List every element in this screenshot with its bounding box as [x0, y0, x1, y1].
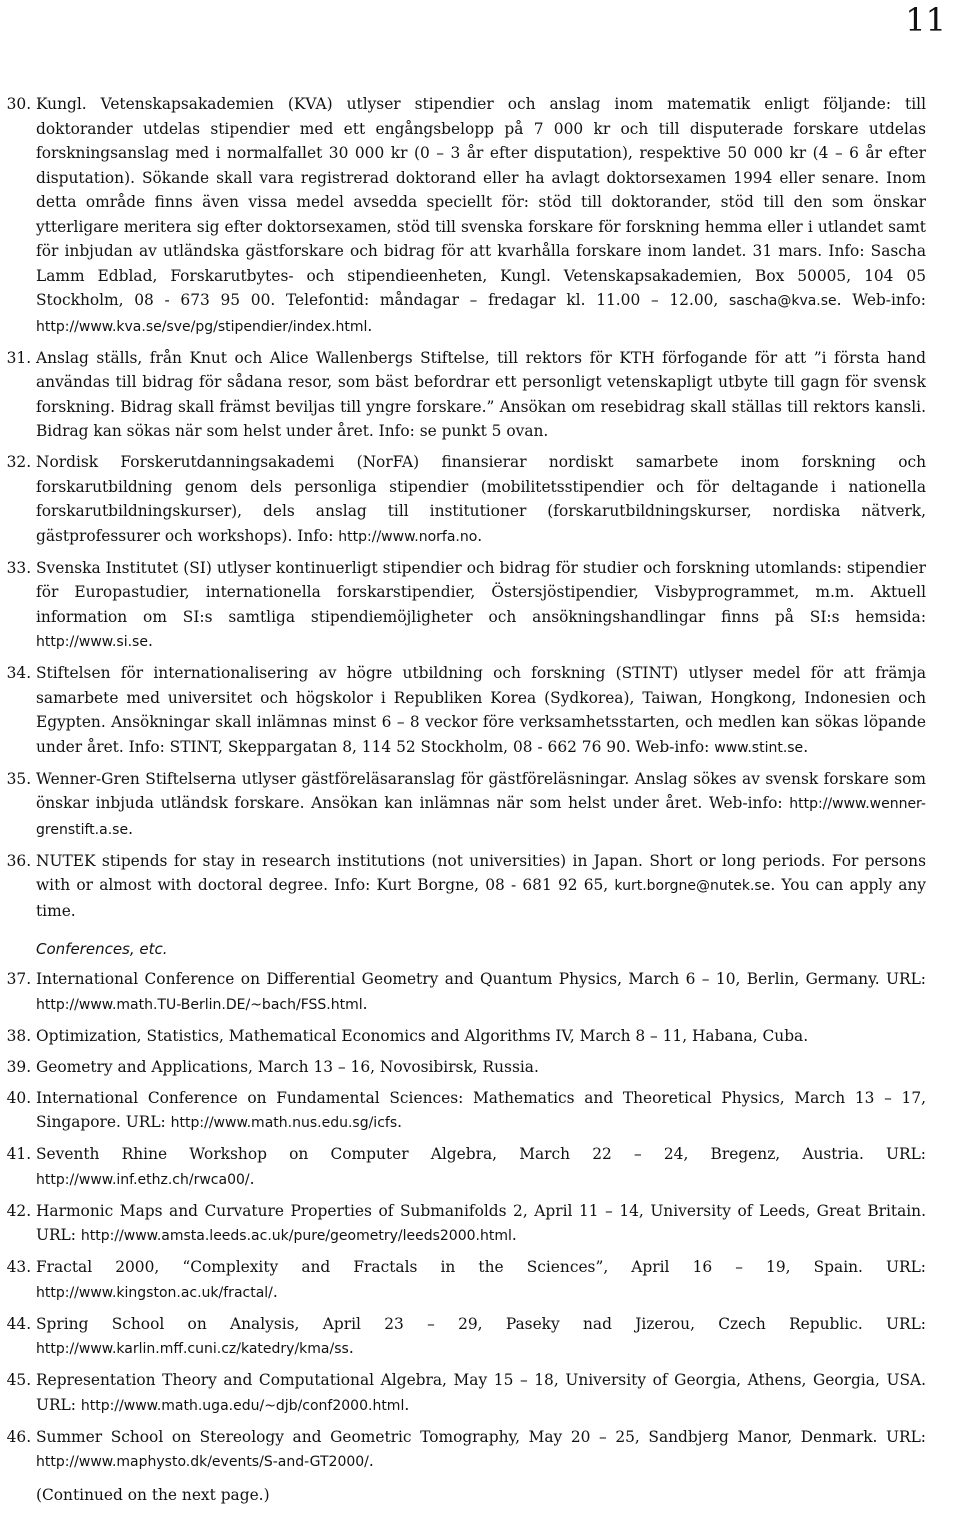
list-item	[0, 1086, 960, 1136]
item-text: Spring School on Analysis, April 23 – 29, Paseky nad Jizerou, Czech Republic. URL: http://www.karlin.mff.cuni.cz/katedry/kma/ss.	[36, 1314, 926, 1357]
list-item	[0, 767, 960, 843]
web-link[interactable]: http://www.si.se	[36, 634, 148, 650]
item-text: Geometry and Applications, March 13 – 16, Novosibirsk, Russia.	[36, 1057, 539, 1076]
email-link[interactable]: kurt.borgne@nutek.se	[614, 878, 771, 894]
web-link[interactable]: http://www.wenner-grenstift.a.se	[36, 796, 926, 838]
web-link[interactable]: http://www.kva.se/sve/pg/stipendier/index.html	[36, 318, 368, 335]
item-text: Summer School on Stereology and Geometric Tomography, May 20 – 25, Sandbjerg Manor, Denmark. URL: http://www.maphysto.dk/events/S-and-GT2000/.	[36, 1427, 926, 1470]
list-item	[0, 661, 960, 760]
item-text: Svenska Institutet (SI) utlyser kontinuerligt stipendier och bidrag för studier och forskning utomlands: stipendier för Europastudier, internationella forskarstipendier, Östersjöstipendier, Visbyprogrammet, m.m. Aktuell information om SI:s samtliga stipendiemöjligheter och ansökningshandlingar finns på SI:s hemsida: http://www.si.se.	[36, 558, 926, 650]
item-text: Seventh Rhine Workshop on Computer Algebra, March 22 – 24, Bregenz, Austria. URL: http://www.inf.ethz.ch/rwca00/.	[36, 1145, 926, 1188]
item-number: 43.	[6, 1258, 32, 1276]
list-item	[0, 1312, 960, 1362]
item-number: 41.	[6, 1145, 32, 1163]
list-item	[0, 1255, 960, 1305]
item-number: 32.	[6, 453, 32, 471]
web-link[interactable]: http://www.math.nus.edu.sg/icfs	[170, 1115, 398, 1131]
list-item	[0, 849, 960, 924]
web-link[interactable]: http://www.norfa.no	[338, 528, 478, 545]
item-number: 34.	[6, 664, 32, 682]
item-text: Kungl. Vetenskapsakademien (KVA) utlyser stipendier och anslag inom matematik enligt följande: till doktorander utdelas stipendier med ett engångsbelopp på 7 000 kr och till disputerade forskare utdelas forskningsanslag med i normalfallet 30 000 kr (0 – 3 år efter disputation), respektive 50 000 kr (4 – 6 år efter disputation). Sökande skall vara registrerad doktorand eller ha avlagt doktorsexamen 1994 eller senare. Inom detta område finns även vissa medel avsedda speciellt för: stöd till doktorander, stöd till den som önskar ytterligare meritera sig efter doktorsexamen, stöd till svenska forskare för forskning hemma eller i utlandet samt för inbjudan av utländska gästforskare och bidrag för att kvarhålla forskare inom landet. 31 mars. Info: Sascha Lamm Edblad, Forskarutbytes- och stipendieenheten, Kungl. Vetenskapsakademien, Box 50005, 104 05 Stockholm, 08 - 673 95 00. Telefontid: måndagar – fredagar kl. 11.00 – 12.00, sascha@kva.se. Web-info: http://www.kva.se/sve/pg/stipendier/index.html.	[36, 95, 926, 335]
item-text: Fractal 2000, “Complexity and Fractals in the Sciences”, April 16 – 19, Spain. URL: http://www.kingston.ac.uk/fractal/.	[36, 1258, 926, 1301]
item-text: Anslag ställs, från Knut och Alice Wallenbergs Stiftelse, till rektors för KTH förfogande för att ”i första hand användas till bidrag för sådana resor, som bäst befordrar ett personligt vetenskapligt utbyte till gagn för svensk forskning. Bidrag skall främst beviljas till yngre forskare.” Ansökan om resebidrag skall ställas till rektors kansli. Bidrag kan sökas när som helst under året. Info: se punkt 5 ovan.	[36, 348, 926, 440]
web-link[interactable]: http://www.inf.ethz.ch/rwca00/	[36, 1171, 250, 1188]
item-text: Representation Theory and Computational Algebra, May 15 – 18, University of Georgia, Athens, Georgia, USA. URL: http://www.math.uga.edu/~djb/conf2000.html.	[36, 1371, 926, 1414]
list-item	[0, 1425, 960, 1475]
list-item	[0, 1142, 960, 1192]
list-item	[0, 1199, 960, 1249]
item-number: 46.	[6, 1427, 32, 1446]
web-link[interactable]: http://www.math.TU-Berlin.DE/~bach/FSS.html	[36, 996, 363, 1013]
item-text: International Conference on Fundamental Sciences: Mathematics and Theoretical Physics, March 13 – 17, Singapore. URL: http://www.math.nus.edu.sg/icfs.	[36, 1088, 926, 1131]
item-text: Harmonic Maps and Curvature Properties of Submanifolds 2, April 11 – 14, University of Leeds, Great Britain. URL: http://www.amsta.leeds.ac.uk/pure/geometry/leeds2000.html.	[36, 1201, 926, 1244]
item-number: 31.	[6, 348, 32, 367]
item-number: 39.	[6, 1057, 32, 1076]
list-item	[0, 346, 960, 444]
item-text: Nordisk Forskerutdanningsakademi (NorFA) finansierar nordiskt samarbete inom forskning och forskarutbildning genom dels personliga stipendier (mobilitetsstipendier och för deltagande i nationella forskarutbildningskurser), dels anslag till institutioner (forskarutbildningskurser, nordiska nätverk, gästprofessurer och workshops). Info: http://www.norfa.no.	[36, 453, 926, 545]
item-number: 38.	[6, 1026, 32, 1045]
item-text: Wenner-Gren Stiftelserna utlyser gästföreläsaranslag för gästföreläsningar. Anslag sökes av svensk forskare som önskar inbjuda utländsk forskare. Ansökan kan inlämnas när som helst under året. Web-info: http://www.wenner-grenstift.a.se.	[36, 769, 926, 838]
continued-note: (Continued on the next page.)	[36, 1485, 270, 1504]
item-text: Optimization, Statistics, Mathematical Economics and Algorithms IV, March 8 – 11, Habana, Cuba.	[36, 1026, 809, 1045]
item-number: 37.	[6, 970, 32, 988]
list-item	[0, 450, 960, 549]
list-item	[0, 556, 960, 655]
item-text: Stiftelsen för internationalisering av högre utbildning och forskning (STINT) utlyser medel för att främja samarbete med universitet och högskolor i Republiken Korea (Sydkorea), Taiwan, Hongkong, Indonesien och Egypten. Ansökningar skall inlämnas minst 6 – 8 veckor före verksamhetsstarten, och medlen kan sökas löpande under året. Info: STINT, Skeppargatan 8, 114 52 Stockholm, 08 - 662 76 90. Web-info: www.stint.se.	[36, 664, 926, 756]
item-number: 36.	[6, 851, 32, 870]
list-item	[0, 1055, 960, 1080]
email-link[interactable]: sascha@kva.se	[729, 293, 837, 309]
web-link[interactable]: http://www.maphysto.dk/events/S-and-GT2000/	[36, 1454, 369, 1470]
document-body	[0, 92, 960, 1507]
web-link[interactable]: http://www.math.uga.edu/~djb/conf2000.html	[80, 1397, 405, 1414]
item-number: 35.	[6, 769, 32, 788]
item-text: International Conference on Differential Geometry and Quantum Physics, March 6 – 10, Berlin, Germany. URL: http://www.math.TU-Berlin.DE/~bach/FSS.html.	[36, 970, 926, 1013]
list-item	[0, 1024, 960, 1049]
web-link[interactable]: www.stint.se	[714, 739, 804, 756]
web-link[interactable]: http://www.kingston.ac.uk/fractal/	[36, 1284, 273, 1301]
list-item	[0, 1368, 960, 1418]
item-number: 30.	[6, 95, 32, 113]
list-item	[0, 92, 960, 339]
section-heading: Conferences, etc.	[36, 940, 168, 958]
item-text: NUTEK stipends for stay in research institutions (not universities) in Japan. Short or long periods. For persons with or almost with doctoral degree. Info: Kurt Borgne, 08 - 681 92 65, kurt.borgne@nutek.se. You can apply any time.	[36, 851, 926, 920]
web-link[interactable]: http://www.karlin.mff.cuni.cz/katedry/kma/ss	[36, 1341, 349, 1357]
item-number: 45.	[6, 1371, 32, 1389]
item-number: 33.	[6, 558, 32, 577]
item-number: 44.	[6, 1314, 32, 1333]
web-link[interactable]: http://www.amsta.leeds.ac.uk/pure/geometry/leeds2000.html	[80, 1228, 512, 1244]
item-number: 40.	[6, 1088, 32, 1107]
page-number: 11	[905, 1, 946, 39]
list-item	[0, 967, 960, 1017]
item-number: 42.	[6, 1201, 32, 1220]
